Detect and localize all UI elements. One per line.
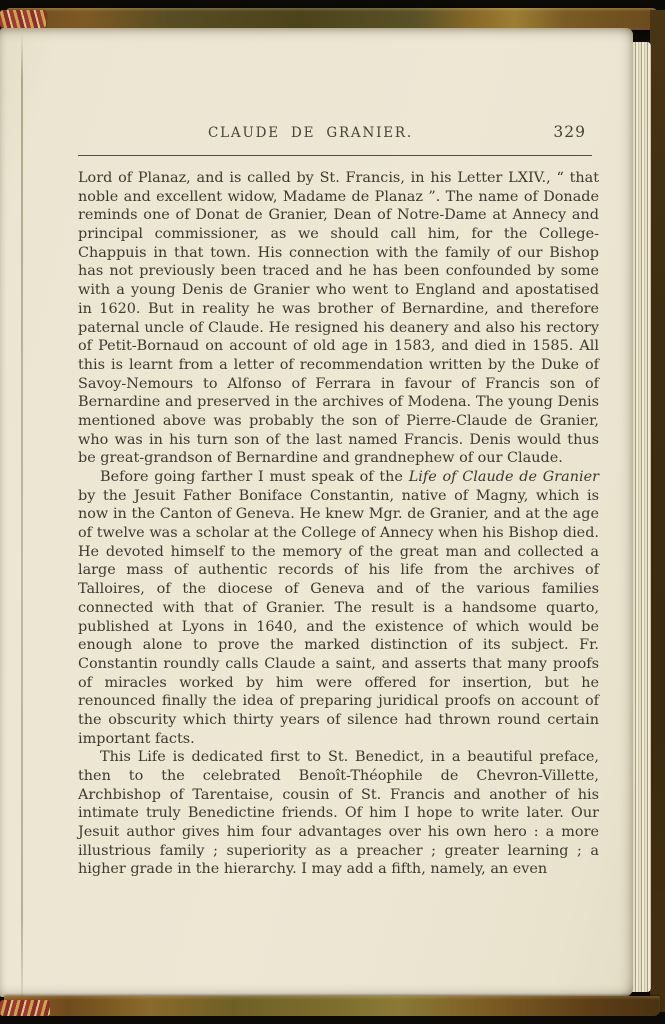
- italic-book-title: Life of Claude de Granier: [408, 469, 599, 485]
- body-text: This Life is dedicated first to St. Benedict, in a beautiful preface, then to the celebrated Benoît-Théophile de Chevron-Villette, Archbishop of Tarentaise, cousin of St. Francis and another of his intimate truly Benedictine friends. Of him I hope to write later. Our Jesuit author gives him four advantages over his own hero : a more illustrious family ; superiority as a preacher ; greater learning ; a higher grade in the hierarchy. I may add a fifth, namely, an even: [78, 749, 599, 878]
- paragraph: [78, 169, 599, 468]
- running-header: [78, 123, 599, 143]
- endband-top: [0, 10, 46, 28]
- book-page: [0, 28, 633, 997]
- paragraph: [78, 468, 599, 748]
- body-text: Before going farther I must speak of the: [100, 469, 409, 485]
- endband-bottom: [0, 1000, 50, 1016]
- body-text: by the Jesuit Father Boniface Constantin, native of Magny, which is now in the Canton of Geneva. He knew Mgr. de Granier, and at the age of twelve was a scholar at the College of Annecy when his Bishop died. He devoted himself to the memory of the great man and collected a large mass of authentic records of his life from the archives of Talloires, of the diocese of Geneva and of the various families connected with that of Granier. The result is a handsome quarto, published at Lyons in 1640, and the existence of which would be enough alone to prove the marked distinction of its subject. Fr. Constantin roundly calls Claude a saint, and asserts that many proofs of miracles worked by him were offered for insertion, but he renounced finally the idea of preparing juridical proofs on account of the obscurity which thirty years of silence had thrown round certain important facts.: [78, 487, 599, 747]
- gutter-crease: [21, 32, 23, 1014]
- book-top-gilt-edge: [6, 8, 658, 30]
- page-number: 329: [553, 123, 586, 141]
- book-bottom-gilt-edge: [4, 996, 660, 1016]
- body-text: Lord of Planaz, and is called by St. Francis, in his Letter LXIV., “ that noble and excellent widow, Madame de Planaz ”. The name of Donade reminds one of Donat de Granier, Dean of Notre-Dame at Annecy and principal commissioner, as we should call him, for the College-Chappuis in that town. His connection with the family of our Bishop has not previously been traced and he has been confounded by some with a young Denis de Granier who went to England and apostatised in 1620. But in reality he was brother of Bernardine, and therefore paternal uncle of Claude. He resigned his deanery and also his rectory of Petit-Bornaud on account of old age in 1583, and died in 1585. All this is learnt from a letter of recommendation written by the Duke of Savoy-Nemours to Alfonso of Ferrara in favour of Francis son of Bernardine and preserved in the archives of Modena. The young Denis mentioned above was probably the son of Pierre-Claude de Granier, who was in his turn son of the last named Francis. Denis would thus be great-grandson of Bernardine and grandnephew of our Claude.: [78, 170, 599, 467]
- page-stack-edge: [630, 42, 651, 992]
- running-title: CLAUDE DE GRANIER.: [208, 125, 413, 141]
- book-cover-right: [650, 10, 665, 1012]
- header-rule: [78, 155, 592, 156]
- paragraph: [78, 748, 599, 879]
- text-block: [78, 169, 599, 879]
